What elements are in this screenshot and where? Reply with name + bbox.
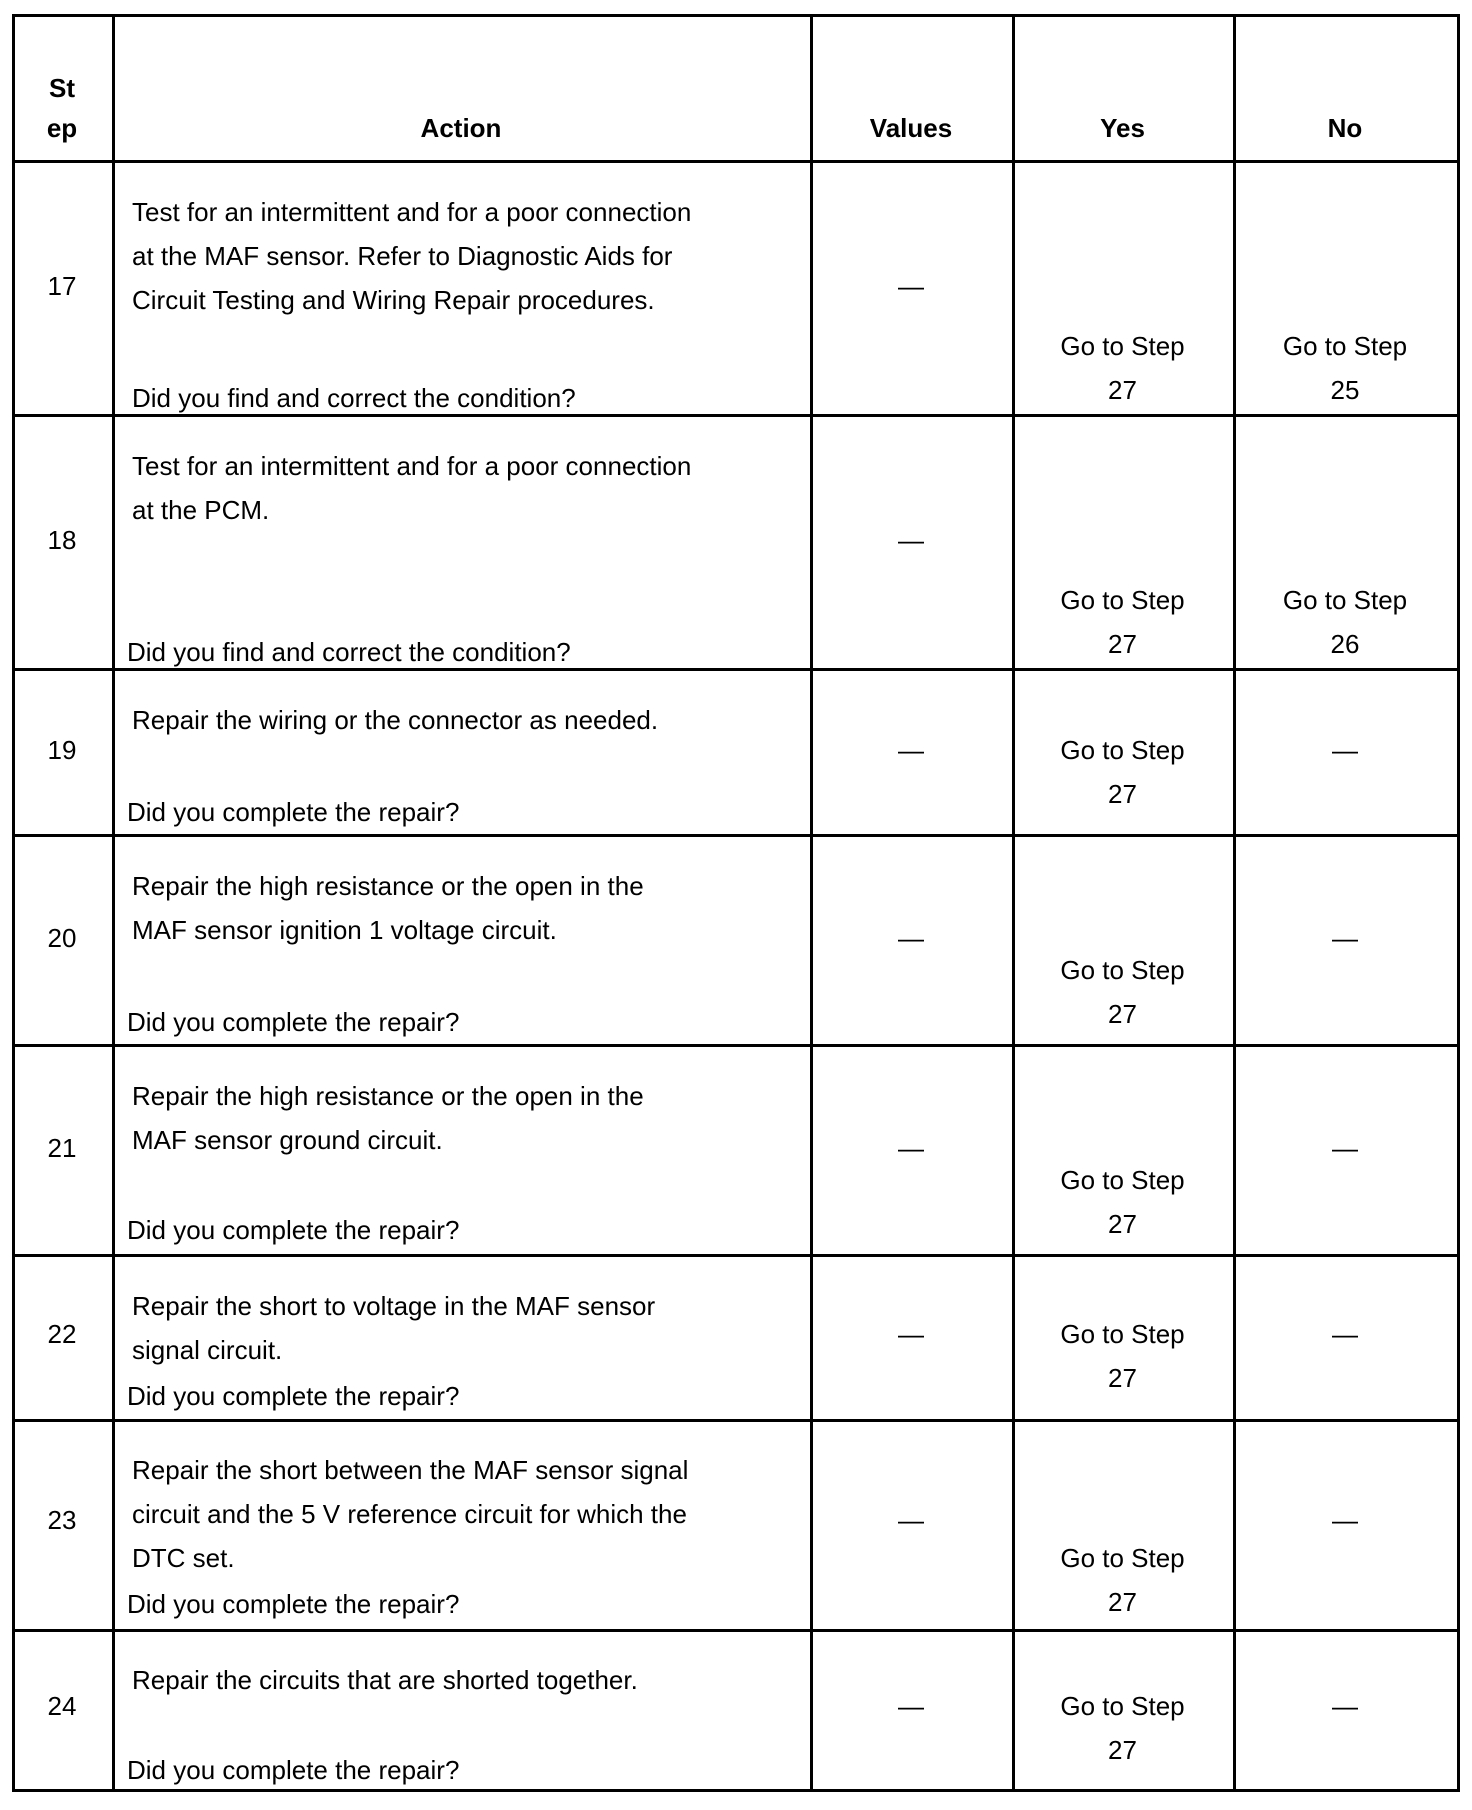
step-number: 22 [47, 1319, 77, 1349]
action-text: MAF sensor ground circuit. [132, 1125, 443, 1155]
step-number: 19 [47, 735, 77, 765]
yes-goto-step: 27 [1108, 999, 1137, 1029]
no-cell: — [1332, 1505, 1358, 1535]
header-divider [12, 160, 1460, 163]
no-cell: — [1332, 1319, 1358, 1349]
values-cell: — [898, 525, 924, 555]
yes-goto-step: 27 [1108, 1209, 1137, 1239]
action-question: Did you find and correct the condition? [132, 383, 576, 413]
no-cell: — [1332, 735, 1358, 765]
row-divider [12, 834, 1460, 837]
diagnostic-table [12, 14, 1460, 1792]
action-text: DTC set. [132, 1543, 235, 1573]
header-no: No [1327, 113, 1363, 143]
no-goto-label: Go to Step [1282, 585, 1408, 615]
step-number: 17 [47, 271, 77, 301]
yes-goto-step: 27 [1108, 779, 1137, 809]
yes-goto-label: Go to Step [1060, 735, 1185, 765]
yes-goto-step: 27 [1108, 1363, 1137, 1393]
no-cell: — [1332, 1133, 1358, 1163]
yes-goto-label: Go to Step [1060, 955, 1185, 985]
action-text: Test for an intermittent and for a poor connection [132, 197, 692, 227]
row-divider [12, 1419, 1460, 1422]
values-cell: — [898, 271, 924, 301]
column-divider [112, 14, 115, 1792]
action-question: Did you complete the repair? [127, 1755, 460, 1785]
row-divider [12, 1044, 1460, 1047]
action-question: Did you complete the repair? [127, 1007, 460, 1037]
action-question: Did you complete the repair? [127, 1215, 460, 1245]
values-cell: — [898, 1691, 924, 1721]
yes-goto-label: Go to Step [1060, 1543, 1185, 1573]
action-question: Did you complete the repair? [127, 1589, 460, 1619]
header-step-line2: ep [46, 113, 78, 143]
action-text: Test for an intermittent and for a poor connection [132, 451, 692, 481]
header-step-line1: St [49, 73, 75, 103]
yes-goto-label: Go to Step [1060, 585, 1185, 615]
step-number: 20 [47, 923, 77, 953]
values-cell: — [898, 735, 924, 765]
table-border-right [1457, 14, 1460, 1792]
step-number: 21 [47, 1133, 77, 1163]
yes-goto-step: 27 [1108, 375, 1137, 405]
action-text: Repair the wiring or the connector as needed. [132, 705, 659, 735]
action-question: Did you find and correct the condition? [127, 637, 571, 667]
step-number: 24 [47, 1691, 77, 1721]
yes-goto-step: 27 [1108, 629, 1137, 659]
action-text: Repair the high resistance or the open in the [132, 1081, 644, 1111]
no-cell: — [1332, 1691, 1358, 1721]
yes-goto-label: Go to Step [1060, 1319, 1185, 1349]
no-goto-step: 26 [1330, 629, 1360, 659]
yes-goto-label: Go to Step [1060, 331, 1185, 361]
no-cell: — [1332, 923, 1358, 953]
step-number: 18 [47, 525, 77, 555]
step-number: 23 [47, 1505, 77, 1535]
action-text: Circuit Testing and Wiring Repair procedures. [132, 285, 655, 315]
action-question: Did you complete the repair? [127, 1381, 460, 1411]
values-cell: — [898, 1319, 924, 1349]
yes-goto-step: 27 [1108, 1587, 1137, 1617]
action-text: circuit and the 5 V reference circuit for which the [132, 1499, 687, 1529]
action-text: Repair the circuits that are shorted together. [132, 1665, 638, 1695]
row-divider [12, 1629, 1460, 1632]
action-text: Repair the high resistance or the open in the [132, 871, 644, 901]
column-divider [1012, 14, 1015, 1792]
table-border-top [12, 14, 1460, 17]
row-divider [12, 1254, 1460, 1257]
values-cell: — [898, 1505, 924, 1535]
no-goto-step: 25 [1330, 375, 1360, 405]
action-text: at the MAF sensor. Refer to Diagnostic Aids for [132, 241, 673, 271]
header-yes: Yes [1100, 113, 1145, 143]
action-text: signal circuit. [132, 1335, 283, 1365]
action-text: MAF sensor ignition 1 voltage circuit. [132, 915, 557, 945]
values-cell: — [898, 923, 924, 953]
action-text: at the PCM. [132, 495, 270, 525]
header-values: Values [869, 113, 953, 143]
yes-goto-label: Go to Step [1060, 1691, 1185, 1721]
action-text: Repair the short to voltage in the MAF sensor [132, 1291, 656, 1321]
action-question: Did you complete the repair? [127, 797, 460, 827]
values-cell: — [898, 1133, 924, 1163]
yes-goto-label: Go to Step [1060, 1165, 1185, 1195]
action-text: Repair the short between the MAF sensor signal [132, 1455, 689, 1485]
header-action: Action [420, 113, 502, 143]
yes-goto-step: 27 [1108, 1735, 1137, 1765]
no-goto-label: Go to Step [1282, 331, 1408, 361]
